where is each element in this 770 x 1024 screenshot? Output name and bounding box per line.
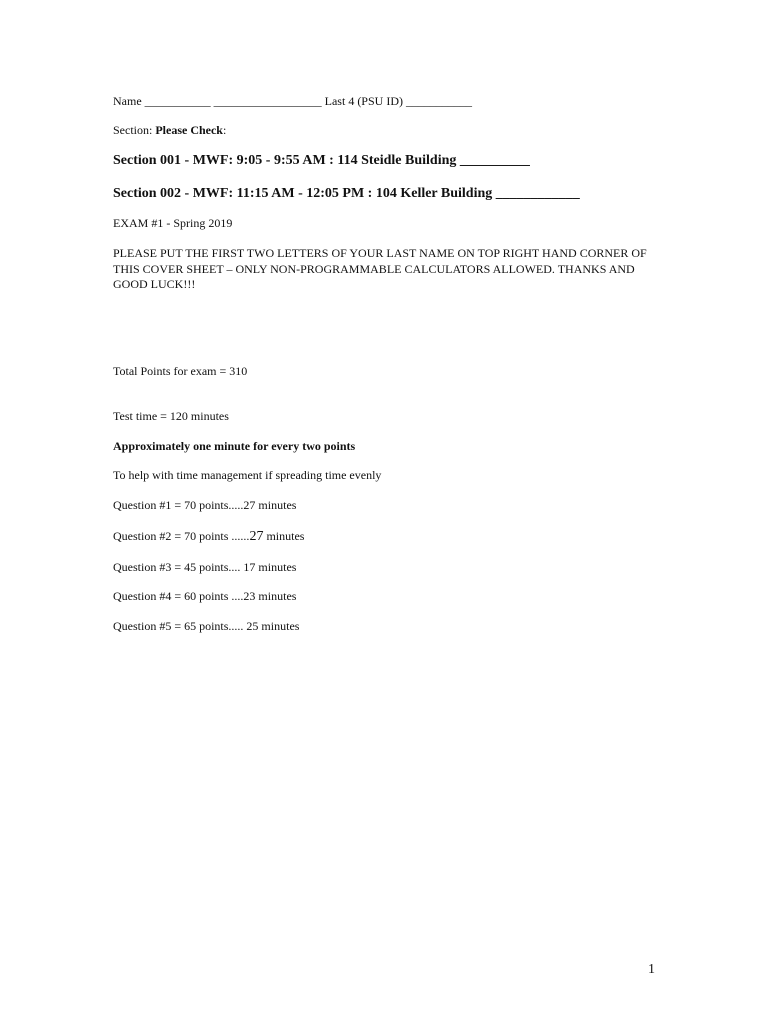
question-2 [113,529,304,544]
question-2-suffix: minutes [263,529,305,543]
name-line: Name ___________ __________________ Last 4 (PSU ID) ___________ [113,94,472,108]
instructions-paragraph: PLEASE PUT THE FIRST TWO LETTERS OF YOUR LAST NAME ON TOP RIGHT HAND CORNER OF THIS COVER SHEET – ONLY NON-PROGRAMMABLE CALCULATORS ALLOWED. THANKS AND GOOD LUCK!!! [113,246,647,291]
question-1: Question #1 = 70 points.....27 minutes [113,498,297,512]
question-3: Question #3 = 45 points.... 17 minutes [113,560,297,574]
page-number: 1 [648,962,655,977]
section-001-line: Section 001 - MWF: 9:05 - 9:55 AM : 114 Steidle Building __________ [113,153,530,168]
section-002-line: Section 002 - MWF: 11:15 AM - 12:05 PM : 104 Keller Building ____________ [113,186,580,201]
section-check-prefix: Section: [113,123,156,137]
question-4: Question #4 = 60 points ....23 minutes [113,589,297,603]
section-check-line [113,123,226,138]
exam-title: EXAM #1 - Spring 2019 [113,216,233,230]
approx-note: Approximately one minute for every two points [113,439,356,453]
question-2-minutes-number: 27 [249,529,264,544]
time-management-note: To help with time management if spreading time evenly [113,468,382,482]
question-5: Question #5 = 65 points..... 25 minutes [113,619,300,633]
question-2-text: Question #2 = 70 points ...... [113,529,250,543]
section-check-suffix: : [222,123,227,137]
total-points: Total Points for exam = 310 [113,364,248,378]
section-check-label: Please Check [155,123,223,137]
test-time: Test time = 120 minutes [113,409,229,423]
